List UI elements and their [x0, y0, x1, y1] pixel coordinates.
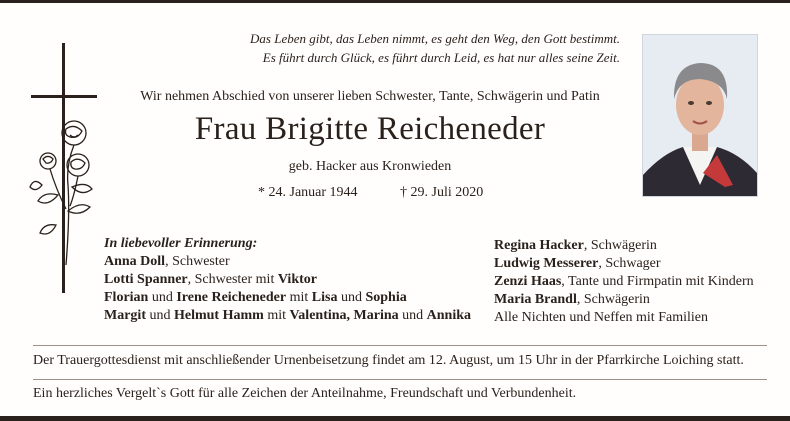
mourner-row: [104, 289, 471, 307]
mourner-relation: mit: [286, 290, 312, 305]
mourner-name: Lisa: [311, 290, 338, 305]
divider-top: [33, 345, 767, 346]
mourner-relation: und: [337, 290, 366, 305]
mourner-row: [104, 271, 471, 289]
mourner-name: Lotti Spanner: [104, 272, 188, 287]
mourner-relation: und: [145, 308, 174, 323]
rose-branch-icon: [28, 115, 100, 275]
divider-bottom: [33, 379, 767, 380]
mourners-left: [104, 235, 471, 325]
mourner-row: [494, 237, 754, 255]
mourner-name: Florian: [104, 290, 149, 305]
mourner-name: Maria Brandl: [494, 292, 577, 307]
mourner-name: Helmut Hamm: [173, 308, 264, 323]
intro-line: Wir nehmen Abschied von unserer lieben Schwester, Tante, Schwägerin und Patin: [140, 89, 600, 104]
mourner-relation: , Schwägerin: [583, 238, 657, 253]
mourner-relation: und: [148, 290, 177, 305]
mourners-right-rows: [494, 237, 754, 327]
mourner-relation: Alle Nichten und Neffen mit Familien: [494, 310, 708, 325]
mourner-row: [494, 291, 754, 309]
portrait-photo: [642, 34, 758, 197]
poem-line-1: Das Leben gibt, das Leben nimmt, es geht den Weg, den Gott bestimmt.: [250, 31, 620, 46]
mourner-relation: , Tante und Firmpatin mit Kindern: [561, 274, 754, 289]
poem: [250, 29, 620, 67]
mourner-row: [494, 309, 754, 327]
mourner-name: Ludwig Messerer: [494, 256, 599, 271]
thanks-line: Ein herzliches Vergelt`s Gott für alle Zeichen der Anteilnahme, Freundschaft und Verbundenheit.: [33, 386, 577, 401]
mourner-row: [104, 307, 471, 325]
mourner-name: Anna Doll: [104, 254, 166, 269]
mourner-name: Viktor: [277, 272, 317, 287]
mourner-row: [104, 253, 471, 271]
mourner-name: Margit: [104, 308, 146, 323]
mourner-name: Valentina, Marina: [289, 308, 399, 323]
birth-name: geb. Hacker aus Kronwieden: [288, 159, 452, 174]
poem-line-2: Es führt durch Glück, es führt durch Leid, es hat nur alles seine Zeit.: [262, 50, 620, 65]
mourner-name: Sophia: [365, 290, 407, 305]
mourner-row: [494, 255, 754, 273]
mourner-relation: mit: [263, 308, 290, 323]
cross-bar: [31, 95, 97, 98]
mourner-relation: , Schwager: [598, 256, 661, 271]
mourner-name: Regina Hacker: [494, 238, 584, 253]
mourner-name: Irene Reicheneder: [176, 290, 287, 305]
mourner-name: Annika: [426, 308, 471, 323]
mourners-right: [494, 237, 754, 327]
mourner-relation: und: [398, 308, 427, 323]
birth-date: * 24. Januar 1944: [258, 185, 358, 200]
mourner-relation: , Schwester mit: [187, 272, 278, 287]
mourners-heading: In liebevoller Erinnerung:: [104, 236, 258, 251]
service-notice: Der Trauergottesdienst mit anschließender Urnenbeisetzung findet am 12. August, um 15 Uhr in der Pfarrkirche Loiching statt.: [33, 353, 744, 368]
death-date: † 29. Juli 2020: [400, 185, 484, 200]
mourner-relation: , Schwägerin: [576, 292, 650, 307]
mourners-left-rows: [104, 253, 471, 325]
mourner-row: [494, 273, 754, 291]
mourner-relation: , Schwester: [165, 254, 230, 269]
mourner-name: Zenzi Haas: [494, 274, 562, 289]
deceased-name: Frau Brigitte Reicheneder: [194, 111, 546, 147]
